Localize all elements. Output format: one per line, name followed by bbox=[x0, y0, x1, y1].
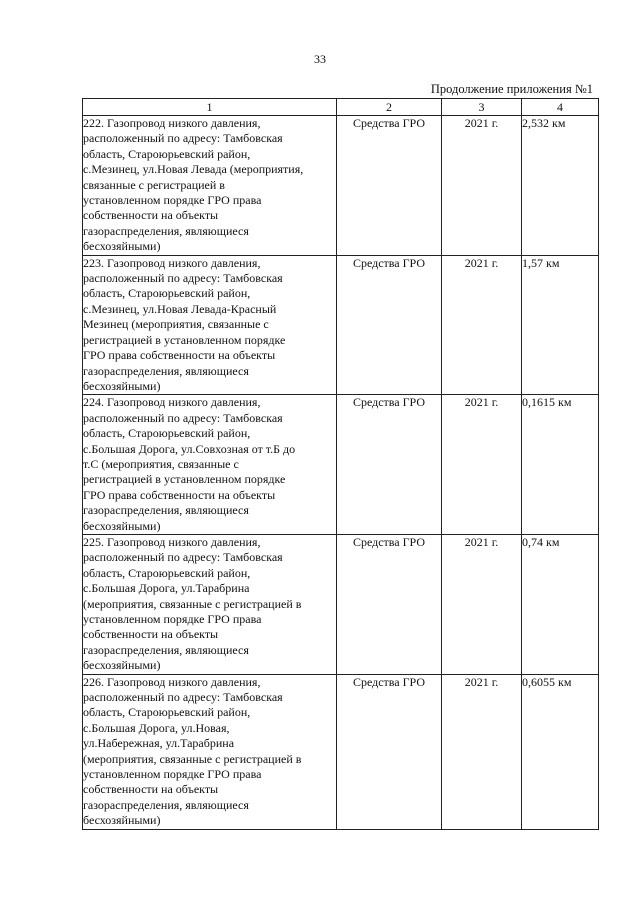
description-cell bbox=[83, 395, 337, 535]
page-number: 33 bbox=[314, 52, 326, 66]
description-line: расположенный по адресу: Тамбовская bbox=[83, 410, 283, 425]
description-line: регистрацией в установленном порядке bbox=[83, 332, 286, 347]
funding-source-cell: Средства ГРО bbox=[337, 395, 442, 535]
table-row bbox=[83, 255, 599, 395]
year-cell: 2021 г. bbox=[442, 395, 522, 535]
description-line: с.Мезинец, ул.Новая Левада-Красный bbox=[83, 301, 277, 316]
description-cell bbox=[83, 534, 337, 674]
description-line: с.Большая Дорога, ул.Совхозная от т.Б до bbox=[83, 441, 296, 456]
description-line: бесхозяйными) bbox=[83, 378, 161, 393]
appendix-table bbox=[82, 98, 599, 830]
description-line: газораспределения, являющиеся bbox=[83, 797, 249, 812]
description-line: бесхозяйными) bbox=[83, 518, 161, 533]
description-line: т.С (мероприятия, связанные с bbox=[83, 456, 239, 471]
description-line: область, Староюрьевский район, bbox=[83, 286, 251, 301]
funding-source-cell: Средства ГРО bbox=[337, 255, 442, 395]
description-line: 226. Газопровод низкого давления, bbox=[83, 674, 261, 689]
description-line: связанные с регистрацией в bbox=[83, 177, 225, 192]
column-header: 2 bbox=[337, 99, 442, 116]
description-cell bbox=[83, 116, 337, 256]
description-line: с.Мезинец, ул.Новая Левада (мероприятия, bbox=[83, 162, 304, 177]
column-header: 1 bbox=[83, 99, 337, 116]
funding-source-cell: Средства ГРО bbox=[337, 674, 442, 829]
funding-source-cell: Средства ГРО bbox=[337, 534, 442, 674]
description-line: 224. Газопровод низкого давления, bbox=[83, 395, 261, 410]
description-line: расположенный по адресу: Тамбовская bbox=[83, 271, 283, 286]
length-cell: 0,6055 км bbox=[522, 674, 599, 829]
description-line: газораспределения, являющиеся bbox=[83, 223, 249, 238]
description-cell bbox=[83, 674, 337, 829]
description-line: ГРО права собственности на объекты bbox=[83, 348, 276, 363]
description-line: 223. Газопровод низкого давления, bbox=[83, 255, 261, 270]
description-line: бесхозяйными) bbox=[83, 813, 161, 828]
description-line: установленном порядке ГРО права bbox=[83, 193, 262, 208]
column-header: 4 bbox=[522, 99, 599, 116]
description-line: (мероприятия, связанные с регистрацией в bbox=[83, 751, 302, 766]
description-line: ГРО права собственности на объекты bbox=[83, 487, 276, 502]
description-line: область, Староюрьевский район, bbox=[83, 146, 251, 161]
description-line: собственности на объекты bbox=[83, 782, 219, 797]
description-line: бесхозяйными) bbox=[83, 658, 161, 673]
description-line: ул.Набережная, ул.Тарабрина bbox=[83, 736, 235, 751]
description-line: с.Большая Дорога, ул.Тарабрина bbox=[83, 581, 250, 596]
length-cell: 1,57 км bbox=[522, 255, 599, 395]
description-line: расположенный по адресу: Тамбовская bbox=[83, 131, 283, 146]
column-header: 3 bbox=[442, 99, 522, 116]
description-line: бесхозяйными) bbox=[83, 239, 161, 254]
description-line: с.Большая Дорога, ул.Новая, bbox=[83, 720, 230, 735]
length-cell: 0,1615 км bbox=[522, 395, 599, 535]
description-line: расположенный по адресу: Тамбовская bbox=[83, 550, 283, 565]
year-cell: 2021 г. bbox=[442, 534, 522, 674]
table-row bbox=[83, 674, 599, 829]
description-line: регистрацией в установленном порядке bbox=[83, 472, 286, 487]
description-line: расположенный по адресу: Тамбовская bbox=[83, 690, 283, 705]
description-line: газораспределения, являющиеся bbox=[83, 363, 249, 378]
table-row bbox=[83, 116, 599, 256]
description-line: 225. Газопровод низкого давления, bbox=[83, 534, 261, 549]
description-line: установленном порядке ГРО права bbox=[83, 767, 262, 782]
description-line: (мероприятия, связанные с регистрацией в bbox=[83, 596, 302, 611]
year-cell: 2021 г. bbox=[442, 255, 522, 395]
description-line: собственности на объекты bbox=[83, 208, 219, 223]
description-line: область, Староюрьевский район, bbox=[83, 705, 251, 720]
year-cell: 2021 г. bbox=[442, 116, 522, 256]
description-line: область, Староюрьевский район, bbox=[83, 426, 251, 441]
description-line: газораспределения, являющиеся bbox=[83, 642, 249, 657]
description-line: область, Староюрьевский район, bbox=[83, 565, 251, 580]
length-cell: 2,532 км bbox=[522, 116, 599, 256]
description-line: собственности на объекты bbox=[83, 627, 219, 642]
continuation-caption: Продолжение приложения №1 bbox=[430, 82, 593, 96]
table-row bbox=[83, 534, 599, 674]
funding-source-cell: Средства ГРО bbox=[337, 116, 442, 256]
header-row bbox=[83, 99, 599, 116]
description-line: 222. Газопровод низкого давления, bbox=[83, 116, 261, 130]
length-cell: 0,74 км bbox=[522, 534, 599, 674]
table-row bbox=[83, 395, 599, 535]
description-line: Мезинец (мероприятия, связанные с bbox=[83, 317, 269, 332]
description-line: установленном порядке ГРО права bbox=[83, 612, 262, 626]
year-cell: 2021 г. bbox=[442, 674, 522, 829]
description-line: газораспределения, являющиеся bbox=[83, 503, 249, 518]
description-cell bbox=[83, 255, 337, 395]
